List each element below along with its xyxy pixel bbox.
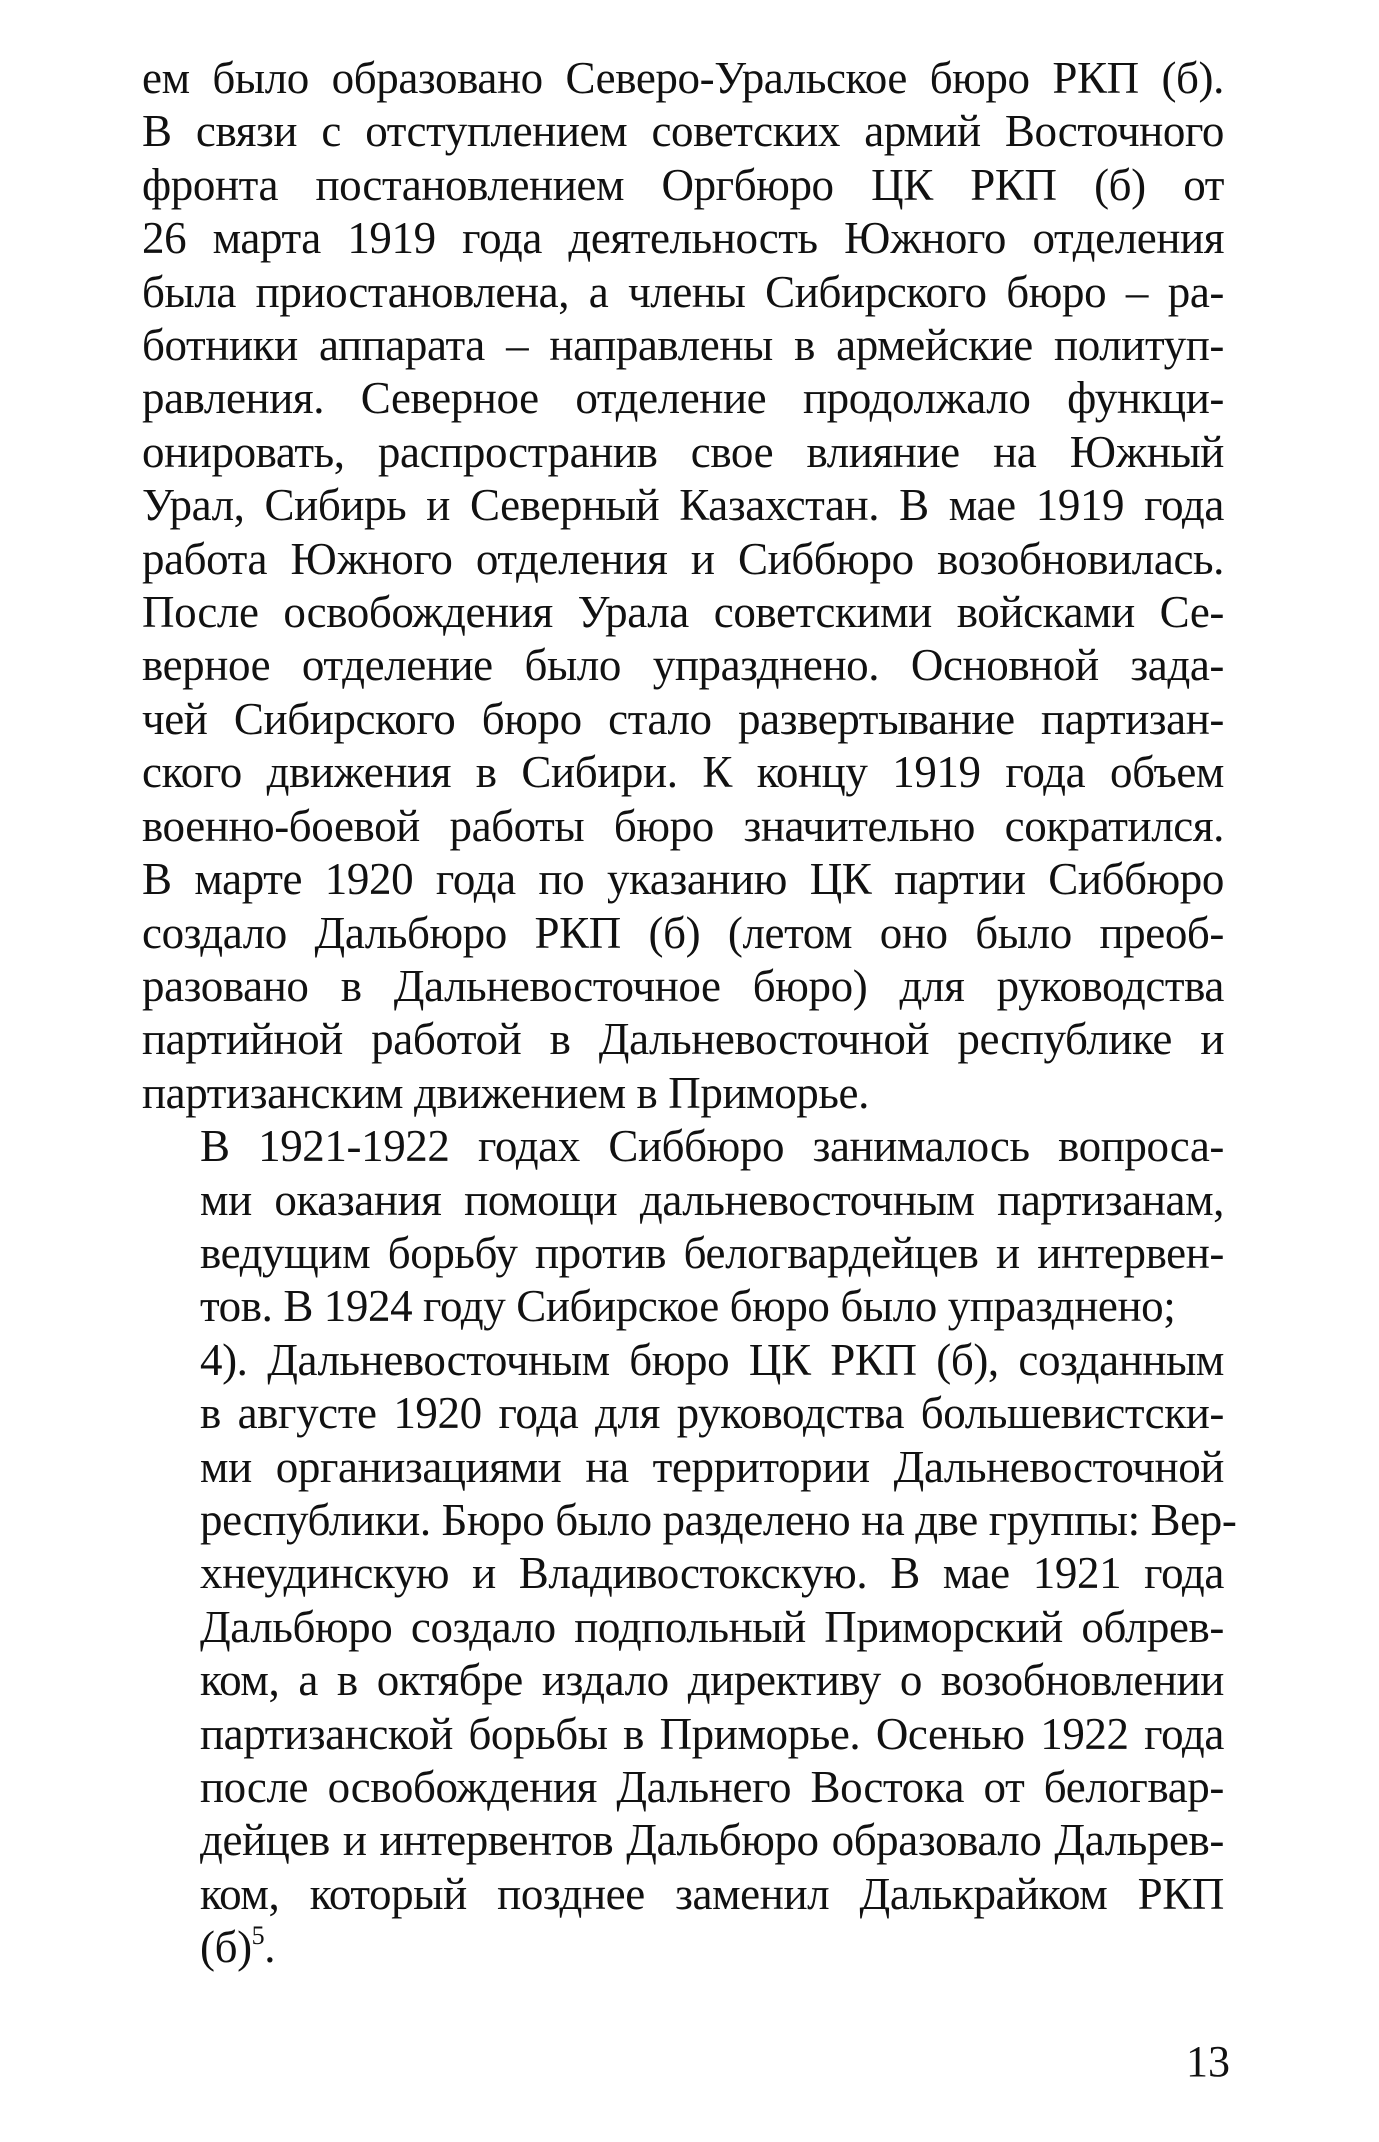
text-line: республики. Бюро было разделено на две группы: Вер- [200, 1494, 1237, 1545]
text-line: создало Дальбюро РКП (б) (летом оно было преоб- [142, 907, 1224, 958]
text-line: работа Южного отделения и Сиббюро возобновилась. [142, 533, 1224, 584]
text-line: Дальбюро создало подпольный Приморский облрев- [200, 1601, 1224, 1652]
text-line: тов. В 1924 году Сибирское бюро было упразднено; [200, 1281, 1176, 1332]
text-line: ведущим борьбу против белогвардейцев и интервен- [200, 1227, 1224, 1278]
text-line: партизанской борьбы в Приморье. Осенью 1922 года [200, 1708, 1224, 1759]
text-line: ком, а в октябре издало директиву о возобновлении [200, 1655, 1224, 1706]
text-line: равления. Северное отделение продолжало функци- [142, 373, 1224, 424]
text-line: фронта постановлением Оргбюро ЦК РКП (б) от [142, 159, 1224, 210]
text-line: ми оказания помощи дальневосточным партизанам, [200, 1174, 1224, 1225]
document-page [142, 52, 1237, 1975]
text-line: 26 марта 1919 года деятельность Южного отделения [142, 213, 1224, 264]
text-line [142, 1921, 1224, 1974]
text-line: дейцев и интервентов Дальбюро образовало Дальрев- [200, 1815, 1224, 1866]
text-line: ского движения в Сибири. К концу 1919 года объем [142, 747, 1224, 798]
text-line: была приостановлена, а члены Сибирского бюро – ра- [142, 266, 1224, 317]
footnote-ref: 5 [251, 1921, 265, 1951]
text-line: верное отделение было упразднено. Основной зада- [142, 640, 1224, 691]
text-line: хнеудинскую и Владивостокскую. В мае 1921 года [200, 1548, 1224, 1599]
text-line: ми организациями на территории Дальневосточной [200, 1441, 1224, 1492]
text-line: ем было образовано Северо-Уральское бюро РКП (б). [142, 53, 1224, 103]
text-line: ботники аппарата – направлены в армейские политуп- [142, 320, 1224, 371]
text-line: После освобождения Урала советскими войсками Се- [142, 587, 1224, 638]
text-line: ком, который позднее заменил Далькрайком РКП [200, 1868, 1224, 1919]
text-line: после освобождения Дальнего Востока от белогвар- [200, 1762, 1224, 1812]
text-line: В марте 1920 года по указанию ЦК партии Сиббюро [142, 854, 1224, 905]
text-line: Урал, Сибирь и Северный Казахстан. В мае 1919 года [142, 480, 1224, 531]
tail-end: . [264, 1922, 276, 1973]
body-text [142, 52, 1237, 1975]
text-line: военно-боевой работы бюро значительно сократился. [142, 800, 1224, 851]
page-number: 13 [1186, 2037, 1230, 2086]
text-line: партийной работой в Дальневосточной республике и [142, 1014, 1224, 1065]
text-line: 4). Дальневосточным бюро ЦК РКП (б), созданным [200, 1334, 1224, 1385]
text-line: В связи с отступлением советских армий Восточного [142, 106, 1224, 157]
text-line: онировать, распространив свое влияние на Южный [142, 426, 1224, 477]
text-line: В 1921-1922 годах Сиббюро занималось вопроса- [200, 1121, 1224, 1172]
text-line: чей Сибирского бюро стало развертывание партизан- [142, 693, 1224, 744]
tail-text: (б) [200, 1922, 252, 1973]
text-line: в августе 1920 года для руководства большевистски- [200, 1388, 1224, 1439]
paragraph [142, 1120, 1224, 1334]
text-line: разовано в Дальневосточное бюро) для руководства [142, 960, 1224, 1011]
paragraph [142, 1334, 1237, 1975]
text-line: партизанским движением в Приморье. [142, 1067, 869, 1118]
paragraph [142, 52, 1224, 1120]
